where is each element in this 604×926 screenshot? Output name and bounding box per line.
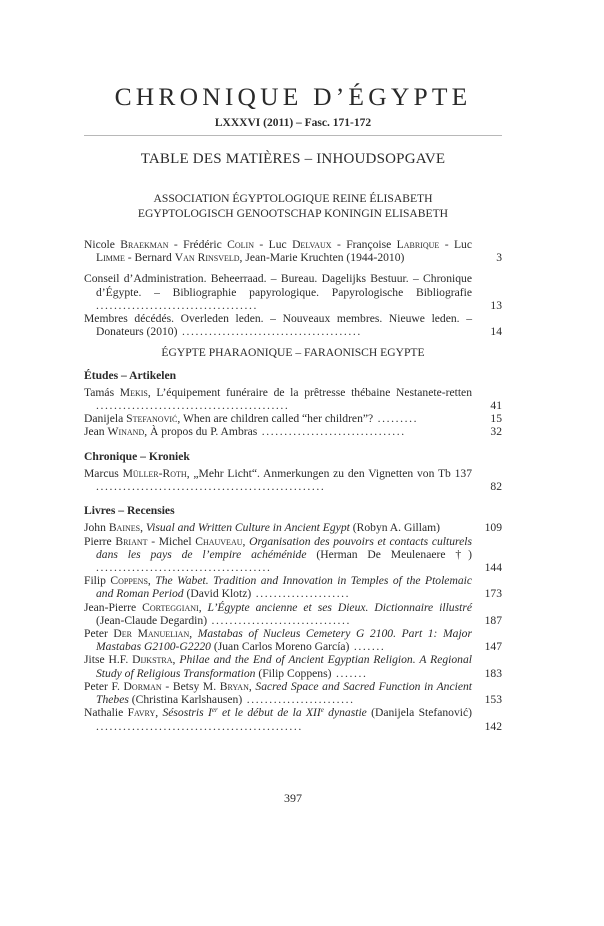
- toc-entry-dijkstra: Jitse H.F. Dijkstra, Philae and the End of Ancient Egyptian Religion. A Regional Study of Religious Transformation (Filip Coppens) ....... 183: [84, 653, 502, 680]
- toc-entry-kruchten: Nicole Braekman - Frédéric Colin - Luc Delvaux - Françoise Labrique - Luc Limme - Bernard Van Rinsveld, Jean-Marie Kruchten (1944-2010) 3: [84, 238, 502, 265]
- association-name-fr: ASSOCIATION ÉGYPTOLOGIQUE REINE ÉLISABETH: [153, 192, 433, 205]
- toc-entry-coppens: Filip Coppens, The Wabet. Tradition and Innovation in Temples of the Ptolemaic and Roman Period (David Klotz) ..................... 173: [84, 574, 502, 601]
- toc-entry-corteggiani: Jean-Pierre Corteggiani, L’Égypte ancienne et ses Dieux. Dictionnaire illustré (Jean-Claude Degardin) ............................... 187: [84, 600, 502, 627]
- section-heading-pharaonic: ÉGYPTE PHARAONIQUE – FARAONISCH EGYPTE: [161, 346, 425, 360]
- page-number: 147: [484, 640, 502, 654]
- page-number: 82: [490, 480, 502, 494]
- toc-entry-der-manuelian: Peter Der Manuelian, Mastabas of Nucleus Cemetery G 2100. Part 1: Major Mastabas G2100-G2220 (Juan Carlos Moreno García) ....... 147: [84, 627, 502, 654]
- toc-entry-baines: John Baines, Visual and Written Culture in Ancient Egypt (Robyn A. Gillam) 109: [84, 521, 502, 535]
- toc-body: [84, 238, 502, 733]
- rubric-livres: Livres – Recensies: [84, 504, 175, 518]
- toc-entry-favry: Nathalie Favry, Sésostris Ier et le début de la XIIe dynastie (Danijela Stefanović) .............................................. 142: [84, 706, 502, 733]
- page-number: 41: [490, 399, 502, 413]
- header-rule: [84, 135, 502, 136]
- page-number: 3: [496, 251, 502, 265]
- toc-entry-stefanovic: Danijela Stefanović, When are children called “her children”? ......... 15: [84, 412, 502, 426]
- association-name-nl: EGYPTOLOGISCH GENOOTSCHAP KONINGIN ELISABETH: [137, 206, 449, 220]
- journal-title: CHRONIQUE D’ÉGYPTE: [114, 82, 472, 111]
- issue-line: LXXXVI (2011) – Fasc. 171-172: [214, 117, 372, 129]
- toc-entry-conseil: Conseil d’Administration. Beheerraad. – Bureau. Dagelijks Bestuur. – Chronique d’Égypte. – Bibliographie papyrologique. Papyrologische Bibliografie .................................... 13: [84, 272, 502, 312]
- folio-page-number: 397: [284, 791, 302, 805]
- page-number: 153: [484, 693, 502, 707]
- toc-entry-mekis: Tamás Mekis, L’équipement funéraire de la prêtresse thébaine Nestanete-retten ........................................... 41: [84, 385, 502, 413]
- toc-entry-membres: Membres décédés. Overleden leden. – Nouveaux membres. Nieuwe leden. – Donateurs (2010) ........................................ 14: [84, 312, 502, 339]
- page-number: 13: [490, 298, 502, 312]
- page-number: 14: [490, 325, 502, 339]
- page-number: 15: [490, 412, 502, 426]
- association-heading: [84, 192, 502, 221]
- page-number: 144: [484, 561, 502, 575]
- page-number: 187: [484, 613, 502, 627]
- toc-entry-briant: Pierre Briant - Michel Chauveau, Organisation des pouvoirs et contacts culturels dans les pays de l’empire achéménide (Herman De Meulenaere †) ....................................... 144: [84, 534, 502, 575]
- page-number: 183: [484, 666, 502, 680]
- page-number: 142: [484, 719, 502, 733]
- rubric-etudes: Études – Artikelen: [84, 368, 177, 382]
- toc-heading: TABLE DES MATIÈRES – INHOUDSOPGAVE: [140, 151, 446, 167]
- toc-entry-winand: Jean Winand, À propos du P. Ambras ................................ 32: [84, 425, 502, 439]
- page-number: 32: [490, 425, 502, 439]
- page-number: 173: [484, 587, 502, 601]
- toc-entry-dorman: Peter F. Dorman - Betsy M. Bryan, Sacred Space and Sacred Function in Ancient Thebes (Christina Karlshausen) ........................ 153: [84, 679, 502, 707]
- rubric-chronique: Chronique – Kroniek: [84, 449, 190, 463]
- toc-entry-muller-roth: Marcus Müller-Roth, „Mehr Licht“. Anmerkungen zu den Vignetten von Tb 137 ................................................... 82: [84, 466, 502, 494]
- page-number: 109: [484, 521, 502, 535]
